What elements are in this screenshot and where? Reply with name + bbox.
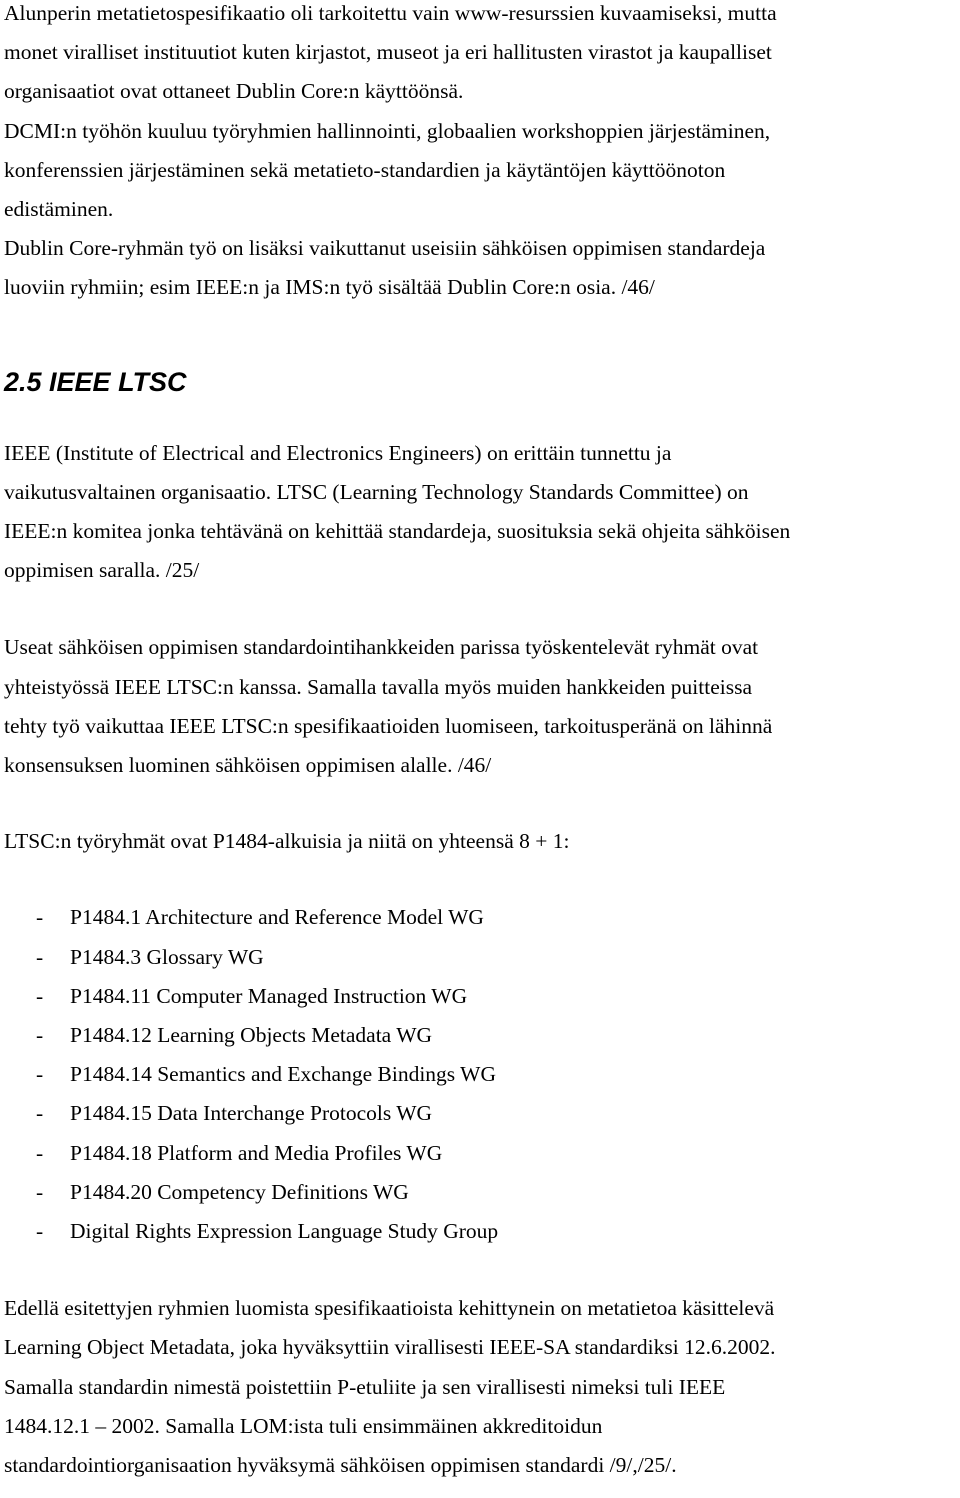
list-item (4, 1173, 956, 1212)
text-line: IEEE (Institute of Electrical and Electronics Engineers) on erittäin tunnettu ja (4, 440, 672, 465)
list-item-text: Digital Rights Expression Language Study Group (70, 1219, 499, 1244)
list-item-text: P1484.18 Platform and Media Profiles WG (70, 1140, 443, 1165)
text-line: DCMI:n työhön kuuluu työryhmien hallinnointi, globaalien workshoppien järjestäminen, (4, 118, 771, 143)
text-line: monet viralliset instituutiot kuten kirjastot, museot ja eri hallitusten virastot ja kaupalliset (4, 40, 772, 65)
working-group-list (4, 898, 956, 1251)
list-item-text: P1484.1 Architecture and Reference Model WG (70, 905, 484, 930)
list-item (4, 898, 956, 937)
text-line: vaikutusvaltainen organisaatio. LTSC (Learning Technology Standards Committee) on (4, 479, 749, 504)
document-page (4, 0, 956, 1485)
text-line: luoviin ryhmiin; esim IEEE:n ja IMS:n työ sisältää Dublin Core:n osia. /46/ (4, 275, 655, 300)
dash-bullet: - (36, 944, 44, 969)
dash-bullet: - (36, 983, 44, 1008)
list-item (4, 1212, 956, 1251)
list-item (4, 938, 956, 977)
dash-bullet: - (36, 1219, 44, 1244)
dash-bullet: - (36, 1179, 44, 1204)
list-item (4, 1134, 956, 1173)
text-line: Samalla standardin nimestä poistettiin P-etuliite ja sen virallisesti nimeksi tuli IEEE (4, 1374, 726, 1399)
text-line: tehty työ vaikuttaa IEEE LTSC:n spesifikaatioiden luomiseen, tarkoitusperänä on lähinnä (4, 713, 773, 738)
text-line: 1484.12.1 – 2002. Samalla LOM:ista tuli ensimmäinen akkreditoidun (4, 1413, 603, 1438)
cooperation-paragraph (4, 628, 956, 785)
list-item-text: P1484.20 Competency Definitions WG (70, 1179, 409, 1204)
dash-bullet: - (36, 1062, 44, 1087)
text-line: Alunperin metatietospesifikaatio oli tarkoitettu vain www-resurssien kuvaamiseksi, mutta (4, 1, 777, 25)
text-line: Dublin Core-ryhmän työ on lisäksi vaikuttanut useisiin sähköisen oppimisen standardeja (4, 236, 766, 261)
list-item (4, 1016, 956, 1055)
text-line: Learning Object Metadata, joka hyväksyttiin virallisesti IEEE-SA standardiksi 12.6.2002. (4, 1335, 776, 1360)
list-item-text: P1484.15 Data Interchange Protocols WG (70, 1101, 433, 1126)
text-line: standardointiorganisaation hyväksymä sähköisen oppimisen standardi /9/,/25/. (4, 1453, 677, 1478)
text-line: organisaatiot ovat ottaneet Dublin Core:n käyttöönsä. (4, 79, 464, 104)
text-line: konferenssien järjestäminen sekä metatieto-standardien ja käytäntöjen käyttöönoton (4, 157, 726, 182)
ieee-paragraph (4, 434, 956, 591)
list-intro: LTSC:n työryhmät ovat P1484-alkuisia ja niitä on yhteensä 8 + 1: (4, 829, 570, 854)
text-line: oppimisen saralla. /25/ (4, 558, 200, 583)
dash-bullet: - (36, 1101, 44, 1126)
list-item-text: P1484.12 Learning Objects Metadata WG (70, 1023, 433, 1048)
list-item-text: P1484.14 Semantics and Exchange Bindings WG (70, 1062, 496, 1087)
list-item-text: P1484.3 Glossary WG (70, 944, 264, 969)
lom-paragraph (4, 1289, 956, 1485)
dash-bullet: - (36, 905, 44, 930)
list-item-text: P1484.11 Computer Managed Instruction WG (70, 983, 468, 1008)
text-line: Edellä esitettyjen ryhmien luomista spesifikaatioista kehittynein on metatietoa käsittelevä (4, 1296, 775, 1321)
text-line: edistäminen. (4, 197, 114, 222)
text-line: Useat sähköisen oppimisen standardointihankkeiden parissa työskentelevät ryhmät ovat (4, 635, 759, 660)
intro-paragraph (4, 0, 956, 308)
list-item (4, 1055, 956, 1094)
text-line: konsensuksen luominen sähköisen oppimisen alalle. /46/ (4, 753, 492, 778)
list-item (4, 977, 956, 1016)
text-line: yhteistyössä IEEE LTSC:n kanssa. Samalla tavalla myös muiden hankkeiden puitteissa (4, 674, 752, 699)
dash-bullet: - (36, 1140, 44, 1165)
list-item (4, 1094, 956, 1133)
section-heading: 2.5 IEEE LTSC (4, 366, 187, 397)
dash-bullet: - (36, 1023, 44, 1048)
text-line: IEEE:n komitea jonka tehtävänä on kehittää standardeja, suosituksia sekä ohjeita sähköisen (4, 519, 791, 544)
